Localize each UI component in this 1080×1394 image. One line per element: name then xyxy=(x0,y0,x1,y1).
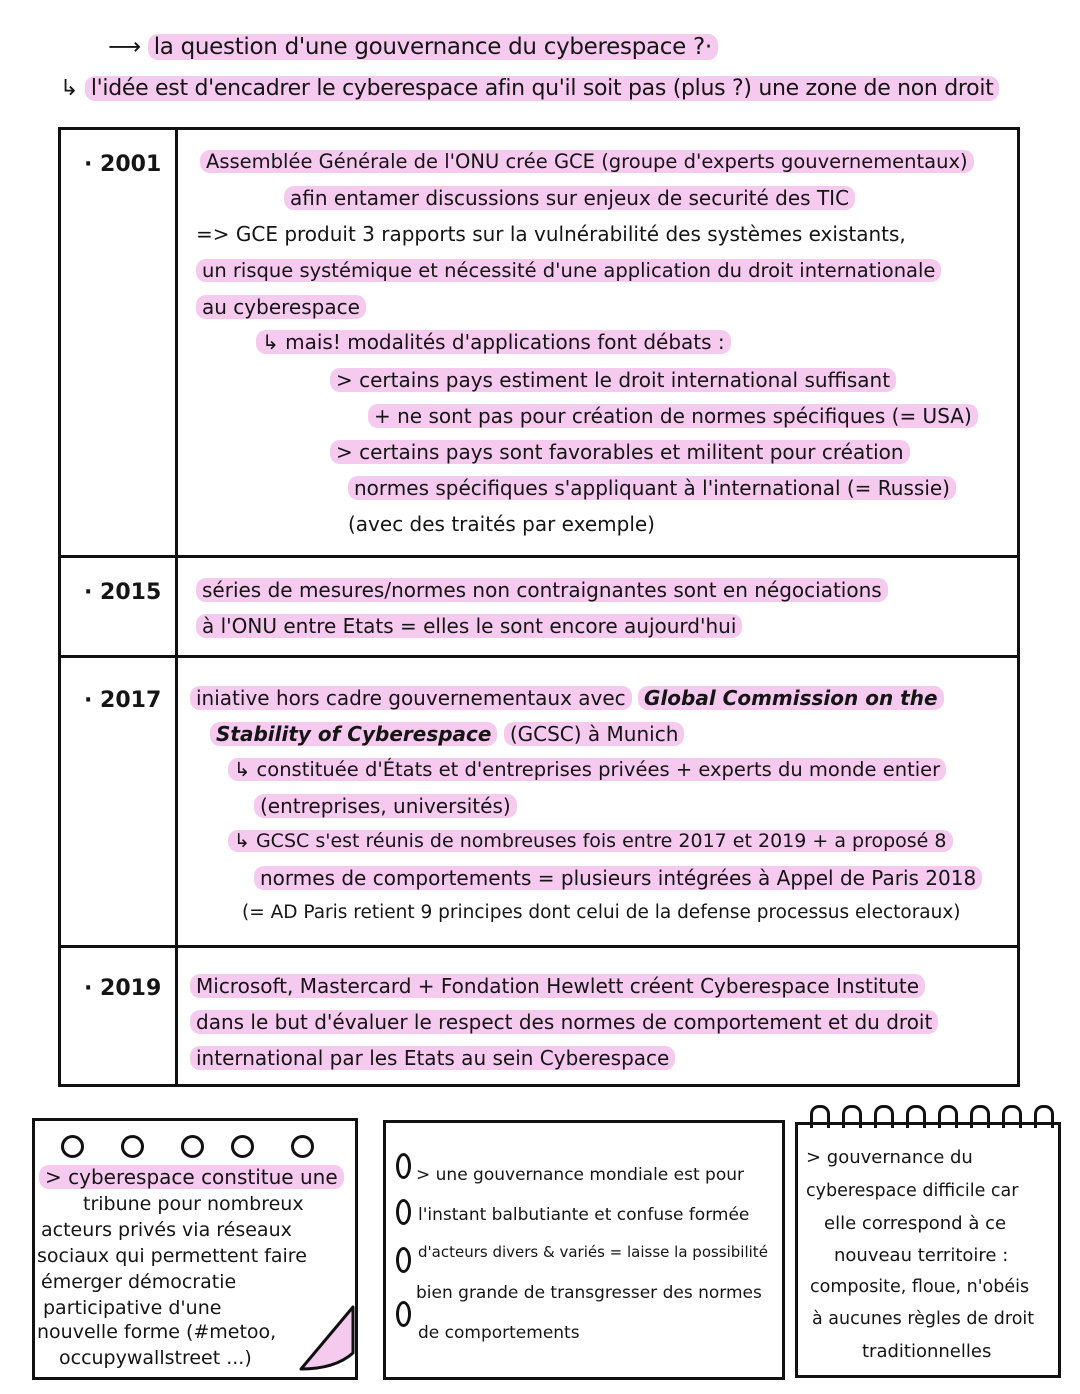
entry-2017-line-7: (= AD Paris retient 9 principes dont celui de la defense processus electoraux) xyxy=(242,902,961,923)
spiral-ring-icon xyxy=(938,1105,958,1128)
entry-2001-line-2: afin entamer discussions sur enjeux de securité des TIC xyxy=(284,186,855,210)
folded-corner-icon xyxy=(295,1303,355,1379)
entry-2015-line-1: séries de mesures/normes non contraignantes sont en négociations xyxy=(196,578,888,602)
note-left-line-4: sociaux qui permettent faire xyxy=(37,1245,307,1267)
entry-2015-line-2: à l'ONU entre Etats = elles le sont encore aujourd'hui xyxy=(196,614,742,638)
note-left xyxy=(32,1118,358,1380)
note-right xyxy=(795,1122,1061,1378)
note-middle-line-1: > une gouvernance mondiale est pour xyxy=(416,1165,745,1185)
entry-2017-line-6: normes de comportements = plusieurs intégrées à Appel de Paris 2018 xyxy=(254,866,982,890)
arrow-return-icon: ↳ xyxy=(60,76,79,101)
year-2017: · 2017 xyxy=(84,688,162,713)
entry-2019-line-1: Microsoft, Mastercard + Fondation Hewlett créent Cyberespace Institute xyxy=(190,974,925,998)
note-left-line-7: nouvelle forme (#metoo, xyxy=(37,1321,277,1343)
timeline-row-divider xyxy=(58,945,1020,948)
punch-hole-icon xyxy=(291,1135,314,1158)
note-middle-line-2: l'instant balbutiante et confuse formée xyxy=(418,1205,750,1225)
spiral-ring-icon xyxy=(906,1105,926,1128)
binder-ring-icon xyxy=(396,1153,411,1179)
entry-2001-line-9: > certains pays sont favorables et militent pour création xyxy=(330,440,910,464)
note-left-line-8: occupywallstreet ...) xyxy=(59,1347,252,1369)
note-left-line-6: participative d'une xyxy=(43,1297,222,1319)
entry-2017-line-5: ↳ GCSC s'est réunis de nombreuses fois entre 2017 et 2019 + a proposé 8 xyxy=(228,830,953,852)
entry-2017-line-1: iniative hors cadre gouvernementaux avec Global Commission on the xyxy=(190,686,944,710)
note-right-line-3: elle correspond à ce xyxy=(824,1213,1007,1234)
spiral-ring-icon xyxy=(842,1105,862,1128)
entry-2001-line-1: Assemblée Générale de l'ONU crée GCE (groupe d'experts gouvernementaux) xyxy=(200,150,974,173)
year-2001: · 2001 xyxy=(84,152,162,177)
entry-2001-line-7: > certains pays estiment le droit international suffisant xyxy=(330,368,896,392)
entry-2017-line-3: ↳ constituée d'États et d'entreprises privées + experts du monde entier xyxy=(228,758,946,781)
binder-ring-icon xyxy=(396,1247,411,1273)
spiral-ring-icon xyxy=(1034,1105,1054,1128)
timeline-row-divider xyxy=(58,655,1020,658)
entry-2001-line-10: normes spécifiques s'appliquant à l'international (= Russie) xyxy=(348,476,956,500)
entry-2001-line-6: ↳ mais! modalités d'applications font débats : xyxy=(256,330,731,354)
note-right-line-5: composite, floue, n'obéis xyxy=(810,1277,1030,1297)
entry-2019-line-2: dans le but d'évaluer le respect des normes de comportement et du droit xyxy=(190,1010,938,1034)
punch-hole-icon xyxy=(231,1135,254,1158)
note-middle-line-5: de comportements xyxy=(418,1323,580,1343)
note-right-line-2: cyberespace difficile car xyxy=(806,1181,1019,1201)
note-middle-line-4: bien grande de transgresser des normes xyxy=(416,1283,762,1303)
entry-2001-line-4: un risque systémique et nécessité d'une application du droit internationale xyxy=(196,259,941,282)
entry-2001-line-5: au cyberespace xyxy=(196,295,366,319)
note-left-line-1: > cyberespace constitue une xyxy=(39,1165,344,1189)
year-2015: · 2015 xyxy=(84,580,162,605)
note-right-line-7: traditionnelles xyxy=(862,1341,992,1362)
timeline-year-divider xyxy=(175,127,178,1087)
timeline-row-divider xyxy=(58,555,1020,558)
note-left-line-3: acteurs privés via réseaux xyxy=(41,1219,292,1241)
entry-2017-line-4: (entreprises, universités) xyxy=(254,794,517,818)
header-question xyxy=(108,34,718,60)
note-middle xyxy=(383,1120,785,1380)
note-right-line-6: à aucunes règles de droit xyxy=(812,1309,1035,1329)
header-question-text: la question d'une gouvernance du cyberespace ?· xyxy=(148,34,718,60)
spiral-ring-icon xyxy=(874,1105,894,1128)
entry-2001-line-11: (avec des traités par exemple) xyxy=(348,512,655,536)
entry-2001-line-3: => GCE produit 3 rapports sur la vulnérabilité des systèmes existants, xyxy=(196,222,906,246)
punch-hole-icon xyxy=(181,1135,204,1158)
year-2019: · 2019 xyxy=(84,976,162,1001)
note-middle-line-3: d'acteurs divers & variés = laisse la possibilité xyxy=(418,1243,768,1261)
punch-hole-icon xyxy=(61,1135,84,1158)
punch-hole-icon xyxy=(121,1135,144,1158)
entry-2001-line-8: + ne sont pas pour création de normes spécifiques (= USA) xyxy=(368,404,978,428)
header-idea-text: l'idée est d'encadrer le cyberespace afin qu'il soit pas (plus ?) une zone de non droit xyxy=(85,76,1000,101)
spiral-ring-icon xyxy=(810,1105,830,1128)
arrow-right-icon: ⟶ xyxy=(108,34,141,60)
entry-2017-line-2: Stability of Cyberespace (GCSC) à Munich xyxy=(210,722,684,746)
binder-ring-icon xyxy=(396,1301,411,1327)
note-left-line-2: tribune pour nombreux xyxy=(83,1193,304,1215)
header-idea xyxy=(60,76,999,101)
note-right-line-1: > gouvernance du xyxy=(806,1147,973,1168)
note-right-line-4: nouveau territoire : xyxy=(834,1245,1009,1266)
binder-ring-icon xyxy=(396,1199,411,1225)
spiral-ring-icon xyxy=(970,1105,990,1128)
spiral-ring-icon xyxy=(1002,1105,1022,1128)
note-left-line-5: émerger démocratie xyxy=(41,1271,237,1293)
entry-2019-line-3: international par les Etats au sein Cyberespace xyxy=(190,1046,675,1070)
